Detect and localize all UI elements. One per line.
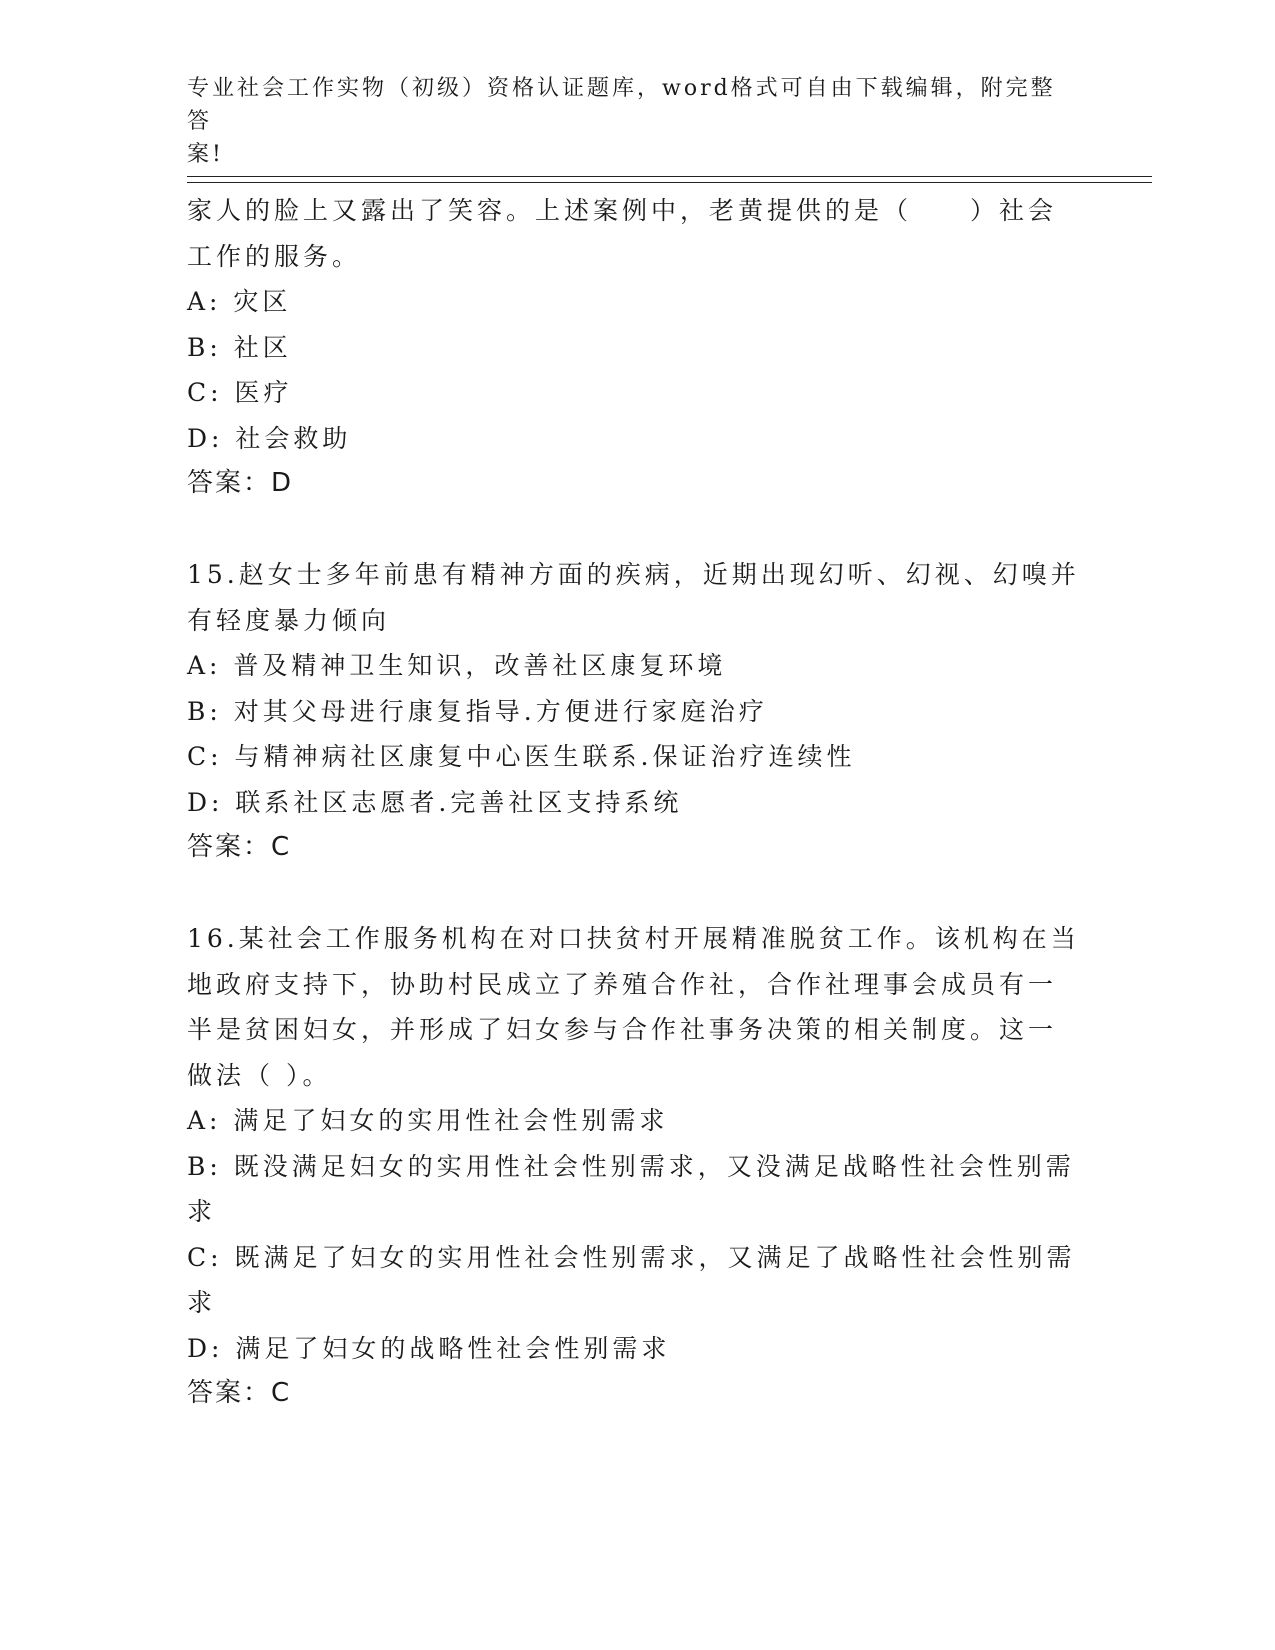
- question-stem: 工作的服务。: [187, 241, 362, 271]
- question-stem: 家人的脸上又露出了笑容。上述案例中，老黄提供的是（ ）社会: [187, 196, 1058, 225]
- answer-label: 答案：D: [187, 468, 294, 498]
- question-stem: 有轻度暴力倾向: [187, 605, 391, 635]
- question-stem: 地政府支持下，协助村民成立了养殖合作社，合作社理事会成员有一: [187, 969, 1058, 999]
- question-stem: 15.赵女士多年前患有精神方面的疾病，近期出现幻听、幻视、幻嗅并: [187, 560, 1080, 589]
- header-line: 案!: [187, 142, 224, 167]
- spacer: [187, 871, 1082, 917]
- question-16: [187, 916, 1082, 1417]
- question-14: [187, 188, 1082, 507]
- option-a: A: 满足了妇女的实用性社会性别需求: [187, 1106, 669, 1135]
- option-c: C: 医疗: [187, 378, 293, 407]
- spacer: [187, 507, 1082, 553]
- option-b: B: 社区: [187, 332, 292, 362]
- option-b: B: 对其父母进行康复指导.方便进行家庭治疗: [187, 696, 768, 726]
- option-c: C: 与精神病社区康复中心医生联系.保证治疗连续性: [187, 742, 856, 771]
- option-d: D: 社会救助: [187, 423, 352, 453]
- header-rule-top: [187, 176, 1152, 177]
- question-stem: 半是贫困妇女，并形成了妇女参与合作社事务决策的相关制度。这一: [187, 1015, 1058, 1044]
- option-a: A: 普及精神卫生知识，改善社区康复环境: [187, 651, 727, 680]
- question-stem: 做法（ ）。: [187, 1060, 332, 1090]
- option-d: D: 满足了妇女的战略性社会性别需求: [187, 1333, 671, 1363]
- question-list: [187, 188, 1082, 1417]
- option-b: 求: [187, 1197, 217, 1226]
- option-c: 求: [187, 1288, 217, 1317]
- answer-label: 答案：C: [187, 1378, 292, 1408]
- header-line: 专业社会工作实物（初级）资格认证题库，word格式可自由下载编辑，附完整答: [187, 76, 1056, 134]
- page-header: [187, 72, 1067, 171]
- question-stem: 16.某社会工作服务机构在对口扶贫村开展精准脱贫工作。该机构在当: [187, 924, 1080, 953]
- option-a: A: 灾区: [187, 287, 292, 316]
- option-b: B: 既没满足妇女的实用性社会性别需求，又没满足战略性社会性别需: [187, 1151, 1075, 1181]
- header-rule-bottom: [187, 182, 1152, 183]
- option-c: C: 既满足了妇女的实用性社会性别需求，又满足了战略性社会性别需: [187, 1242, 1076, 1272]
- answer-label: 答案：C: [187, 832, 292, 862]
- question-15: [187, 552, 1082, 871]
- option-d: D: 联系社区志愿者.完善社区支持系统: [187, 787, 683, 817]
